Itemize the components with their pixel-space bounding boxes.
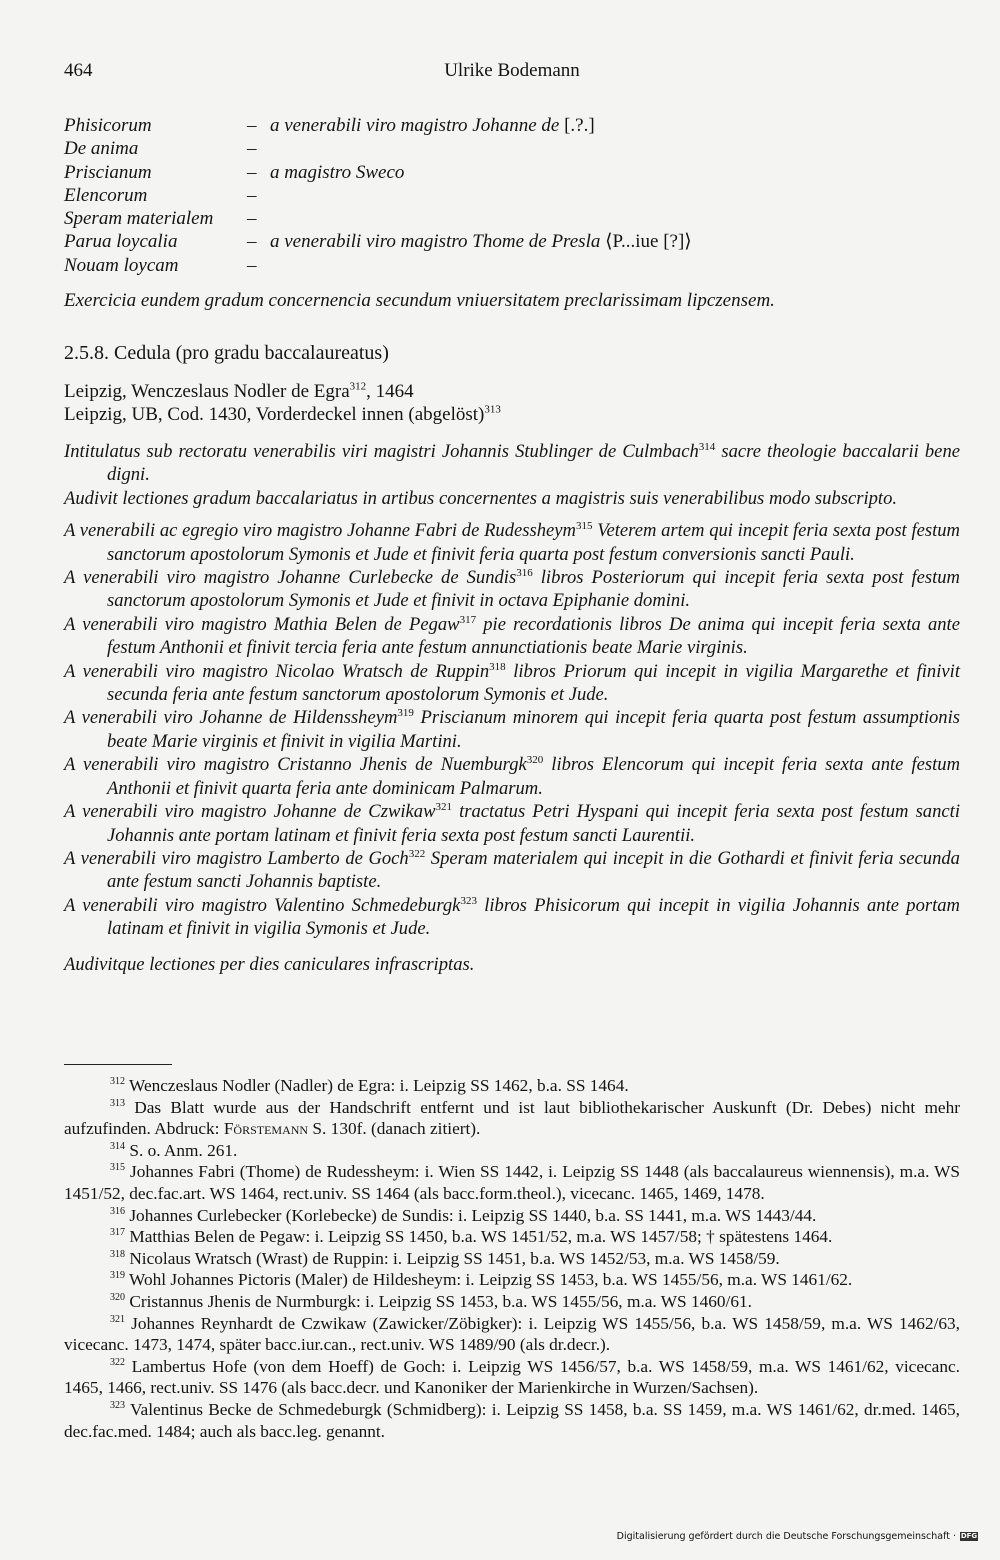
lecture-text: libros Priorum qui incepit in vigilia Margarethe et finivit secunda feria ante festum sanctorum apostolorum Symonis et Jude. xyxy=(107,660,960,706)
footnote-text: Cristannus Jhenis de Nurmburgk: i. Leipzig SS 1453, b.a. WS 1455/56, m.a. WS 1460/61. xyxy=(129,1291,752,1311)
footnote-ref[interactable]: 321 xyxy=(435,800,452,813)
footnote-text: S. 130f. (danach zitiert). xyxy=(308,1119,481,1139)
lecture-text: A venerabili ac egregio viro magistro Johanne Fabri de Rudessheym xyxy=(64,520,576,542)
section-heading: 2.5.8. Cedula (pro gradu baccalaureatus) xyxy=(64,342,389,364)
footnote-text: Nicolaus Wratsch (Wrast) de Ruppin: i. Leipzig SS 1451, b.a. WS 1452/53, m.a. WS 1458/59. xyxy=(129,1248,780,1268)
course-dash: – xyxy=(247,161,257,183)
audivit-paragraph: Audivit lectiones gradum baccalariatus in artibus concernentes a magistris suis venerabilibus modo subscripto. xyxy=(64,487,898,509)
course-dash: – xyxy=(247,115,257,136)
lecture-text: tractatus Petri Hyspani qui incepit feria sexta post festum sancti Johannis ante portam latinam et finivit feria sexta post festum sancti Laurentii. xyxy=(107,801,960,846)
footnote xyxy=(64,1248,960,1270)
running-title: Ulrike Bodemann xyxy=(444,60,580,81)
course-row xyxy=(64,254,960,277)
footnote-number: 321 xyxy=(110,1313,125,1325)
footnote xyxy=(64,1313,960,1356)
lecture-entry xyxy=(64,706,960,753)
footnote-author: Förstemann xyxy=(223,1119,309,1139)
lecture-text: libros Posteriorum qui incepit feria sexta post festum sanctorum apostolorum Symonis et Jude et finivit in octava Epiphanie domini. xyxy=(107,567,960,612)
footnote-text: Johannes Fabri (Thome) de Rudessheym: i. Wien SS 1442, i. Leipzig SS 1448 (als baccalaureus wiennensis), m.a. WS 1451/52, dec.fac.art. WS 1464, rect.univ. SS 1464 (als bacc.form.theol.), vicecanc. 1465, 1469, 1478. xyxy=(64,1162,960,1203)
paragraph-text: sacre theologie baccalarii bene digni. xyxy=(107,441,960,486)
footnote-number: 314 xyxy=(110,1141,125,1153)
lecture-text: A venerabili viro magistro Valentino Schmedeburgk xyxy=(64,894,461,916)
footnote-number: 316 xyxy=(110,1205,125,1217)
course-teacher-text: a venerabili viro magistro Thome de Presla xyxy=(270,231,601,253)
page-number: 464 xyxy=(64,60,93,81)
course-dash: – xyxy=(247,184,257,206)
lecture-entry xyxy=(64,519,960,566)
course-name: De anima xyxy=(64,138,139,160)
footnote-number: 312 xyxy=(110,1076,125,1088)
footnote-text: Valentinus Becke de Schmedeburgk (Schmidberg): i. Leipzig SS 1458, b.a. SS 1459, m.a. WS 1461/62, dr.med. 1465, dec.fac.med. 1484; auch als bacc.leg. genannt. xyxy=(64,1399,960,1441)
source-info xyxy=(64,380,501,426)
intitulatus-paragraph xyxy=(64,440,960,487)
lecture-text: pie recordationis libros De anima qui incepit feria sexta ante festum Anthonii et finivit tercia feria ante festum annunctiationis beate Marie virginis. xyxy=(107,613,960,659)
course-name: Speram materialem xyxy=(64,208,214,230)
lecture-entry xyxy=(64,660,960,707)
source-text: , 1464 xyxy=(366,381,414,402)
course-name: Parua loycalia xyxy=(64,231,178,253)
lecture-text: libros Phisicorum qui incepit in vigilia Johannis ante portam latinam et finivit in vigilia Symonis et Jude. xyxy=(107,894,960,940)
footnote-text: Lambertus Hofe (von dem Hoeff) de Goch: i. Leipzig WS 1456/57, b.a. WS 1458/59, m.a. WS 1461/62, vicecanc. 1465, 1466, rect.univ. SS 1476 (als bacc.decr. und Kanoniker der Marienkirche in Wurzen/Sachsen). xyxy=(64,1356,960,1398)
course-teacher-text: a venerabili viro magistro Johanne de xyxy=(270,115,560,136)
course-teacher xyxy=(270,230,692,253)
course-dash: – xyxy=(247,208,257,230)
lecture-text: A venerabili viro magistro Lamberto de Goch xyxy=(64,847,409,869)
footnote-number: 322 xyxy=(110,1356,125,1368)
footnote-text: Wohl Johannes Pictoris (Maler) de Hildesheym: i. Leipzig SS 1453, b.a. WS 1455/56, m.a. WS 1461/62. xyxy=(129,1270,853,1290)
footnotes xyxy=(64,1075,960,1442)
course-teacher xyxy=(270,114,595,137)
course-dash: – xyxy=(247,138,257,160)
footnote-ref[interactable]: 320 xyxy=(526,754,544,767)
source-line xyxy=(64,403,501,426)
course-note: ⟨P...iue [?]⟩ xyxy=(605,231,692,253)
lecture-entry xyxy=(64,613,960,660)
footnote-ref[interactable]: 316 xyxy=(516,566,533,579)
lecture-entry xyxy=(64,566,960,613)
footnote-ref[interactable]: 323 xyxy=(460,894,477,907)
lecture-text: A venerabili viro Johanne de Hildenssheym xyxy=(64,707,398,729)
lecture-text: A venerabili viro magistro Nicolao Wratsch de Ruppin xyxy=(64,660,490,682)
footnote-ref[interactable]: 317 xyxy=(459,613,477,626)
footnote-number: 323 xyxy=(110,1400,125,1412)
footnote-number: 315 xyxy=(110,1162,125,1174)
footnote-text: Wenczeslaus Nodler (Nadler) de Egra: i. Leipzig SS 1462, b.a. SS 1464. xyxy=(129,1076,629,1095)
footnote xyxy=(64,1075,960,1097)
lecture-text: A venerabili viro magistro Johanne de Czwikaw xyxy=(64,801,436,823)
footnote-ref[interactable]: 314 xyxy=(698,440,716,453)
digitization-text: Digitalisierung gefördert durch die Deutsche Forschungsgemeinschaft · xyxy=(616,1531,956,1542)
course-row xyxy=(64,137,960,160)
footnote-divider xyxy=(64,1064,172,1065)
lecture-entry xyxy=(64,800,960,847)
lecture-text: libros Elencorum qui incepit feria sexta ante festum Anthonii et finivit quarta feria ante dominicam Palmarum. xyxy=(107,754,960,799)
course-row xyxy=(64,114,960,137)
source-text: Leipzig, Wenczeslaus Nodler de Egra xyxy=(64,381,350,402)
footnote-number: 313 xyxy=(110,1097,125,1109)
course-name: Elencorum xyxy=(64,184,148,206)
footnote-ref[interactable]: 318 xyxy=(489,660,506,673)
lecture-text: A venerabili viro magistro Cristanno Jhenis de Nuemburgk xyxy=(64,754,527,776)
footnote xyxy=(64,1291,960,1313)
page-header xyxy=(64,60,960,90)
cedula-text xyxy=(64,440,960,976)
course-table xyxy=(64,114,960,277)
footnote-number: 319 xyxy=(110,1270,125,1282)
footnote xyxy=(64,1226,960,1248)
course-name: Priscianum xyxy=(64,161,152,183)
lecture-entry xyxy=(64,753,960,800)
footnote-ref[interactable]: 322 xyxy=(408,847,426,860)
footnote-text: Johannes Curlebecker (Korlebecke) de Sundis: i. Leipzig SS 1440, b.a. SS 1441, m.a. WS 1443/44. xyxy=(129,1205,817,1225)
course-row xyxy=(64,230,960,253)
course-teacher: a magistro Sweco xyxy=(270,161,405,183)
source-text: Leipzig, UB, Cod. 1430, Vorderdeckel innen (abgelöst) xyxy=(64,404,485,425)
footnote-text: Matthias Belen de Pegaw: i. Leipzig SS 1450, b.a. WS 1451/52, m.a. WS 1457/58; † spätestens 1464. xyxy=(129,1227,833,1247)
exercicia-line: Exercicia eundem gradum concernencia secundum vniuersitatem preclarissimam lipczensem. xyxy=(64,290,775,311)
course-row xyxy=(64,184,960,207)
footnote xyxy=(64,1097,960,1140)
lecture-entry xyxy=(64,847,960,894)
course-row xyxy=(64,207,960,230)
paragraph-text: Intitulatus sub rectoratu venerabilis viri magistri Johannis Stublinger de Culmbach xyxy=(64,441,699,462)
lecture-entry xyxy=(64,894,960,941)
footnote-ref[interactable]: 319 xyxy=(397,707,414,720)
dfg-logo-icon: DFG xyxy=(960,1532,978,1540)
lecture-text: Speram materialem qui incepit in die Gothardi et finivit feria secunda ante festum sancti Johannis baptiste. xyxy=(107,847,960,893)
footnote xyxy=(64,1356,960,1399)
closing-line: Audivitque lectiones per dies caniculares infrascriptas. xyxy=(64,953,475,975)
footnote-text: S. o. Anm. 261. xyxy=(129,1140,238,1160)
footnote-number: 317 xyxy=(110,1227,125,1239)
footnote xyxy=(64,1140,960,1162)
footnote xyxy=(64,1205,960,1227)
footnote xyxy=(64,1399,960,1442)
footnote xyxy=(64,1269,960,1291)
source-line xyxy=(64,380,501,403)
course-dash: – xyxy=(247,254,257,276)
footnote-ref[interactable]: 313 xyxy=(484,403,501,416)
footnote-text: Johannes Reynhardt de Czwikaw (Zawicker/Zöbigker): i. Leipzig WS 1455/56, b.a. WS 1458/59, m.a. WS 1462/63, vicecanc. 1473, 1474, später bacc.iur.can., rect.univ. WS 1489/90 (als dr.decr.). xyxy=(64,1313,960,1355)
digitization-notice xyxy=(617,1531,978,1542)
lecture-text: Priscianum minorem qui incepit feria quarta post festum assumptionis beate Marie virginis et finivit in vigilia Martini. xyxy=(107,707,960,752)
footnote-number: 318 xyxy=(110,1248,125,1260)
footnote-text: Das Blatt wurde aus der Handschrift entfernt und ist laut bibliothekarischer Auskunft (Dr. Debes) nicht mehr aufzufinden. Abdruck: xyxy=(64,1097,960,1139)
course-name: Phisicorum xyxy=(64,115,152,136)
footnote-ref[interactable]: 315 xyxy=(575,520,593,533)
course-dash: – xyxy=(247,231,257,253)
lecture-text: A venerabili viro magistro Mathia Belen de Pegaw xyxy=(64,613,460,635)
footnote-number: 320 xyxy=(110,1292,125,1304)
course-name: Nouam loycam xyxy=(64,254,179,276)
lecture-text: Veterem artem qui incepit feria sexta post festum sanctorum apostolorum Symonis et Jude et finivit feria quarta post festum conversionis sancti Pauli. xyxy=(107,520,960,565)
footnote xyxy=(64,1161,960,1204)
course-note: [.?.] xyxy=(564,115,595,136)
lecture-text: A venerabili viro magistro Johanne Curlebecke de Sundis xyxy=(64,567,517,589)
course-row xyxy=(64,161,960,184)
footnote-ref[interactable]: 312 xyxy=(349,380,367,393)
